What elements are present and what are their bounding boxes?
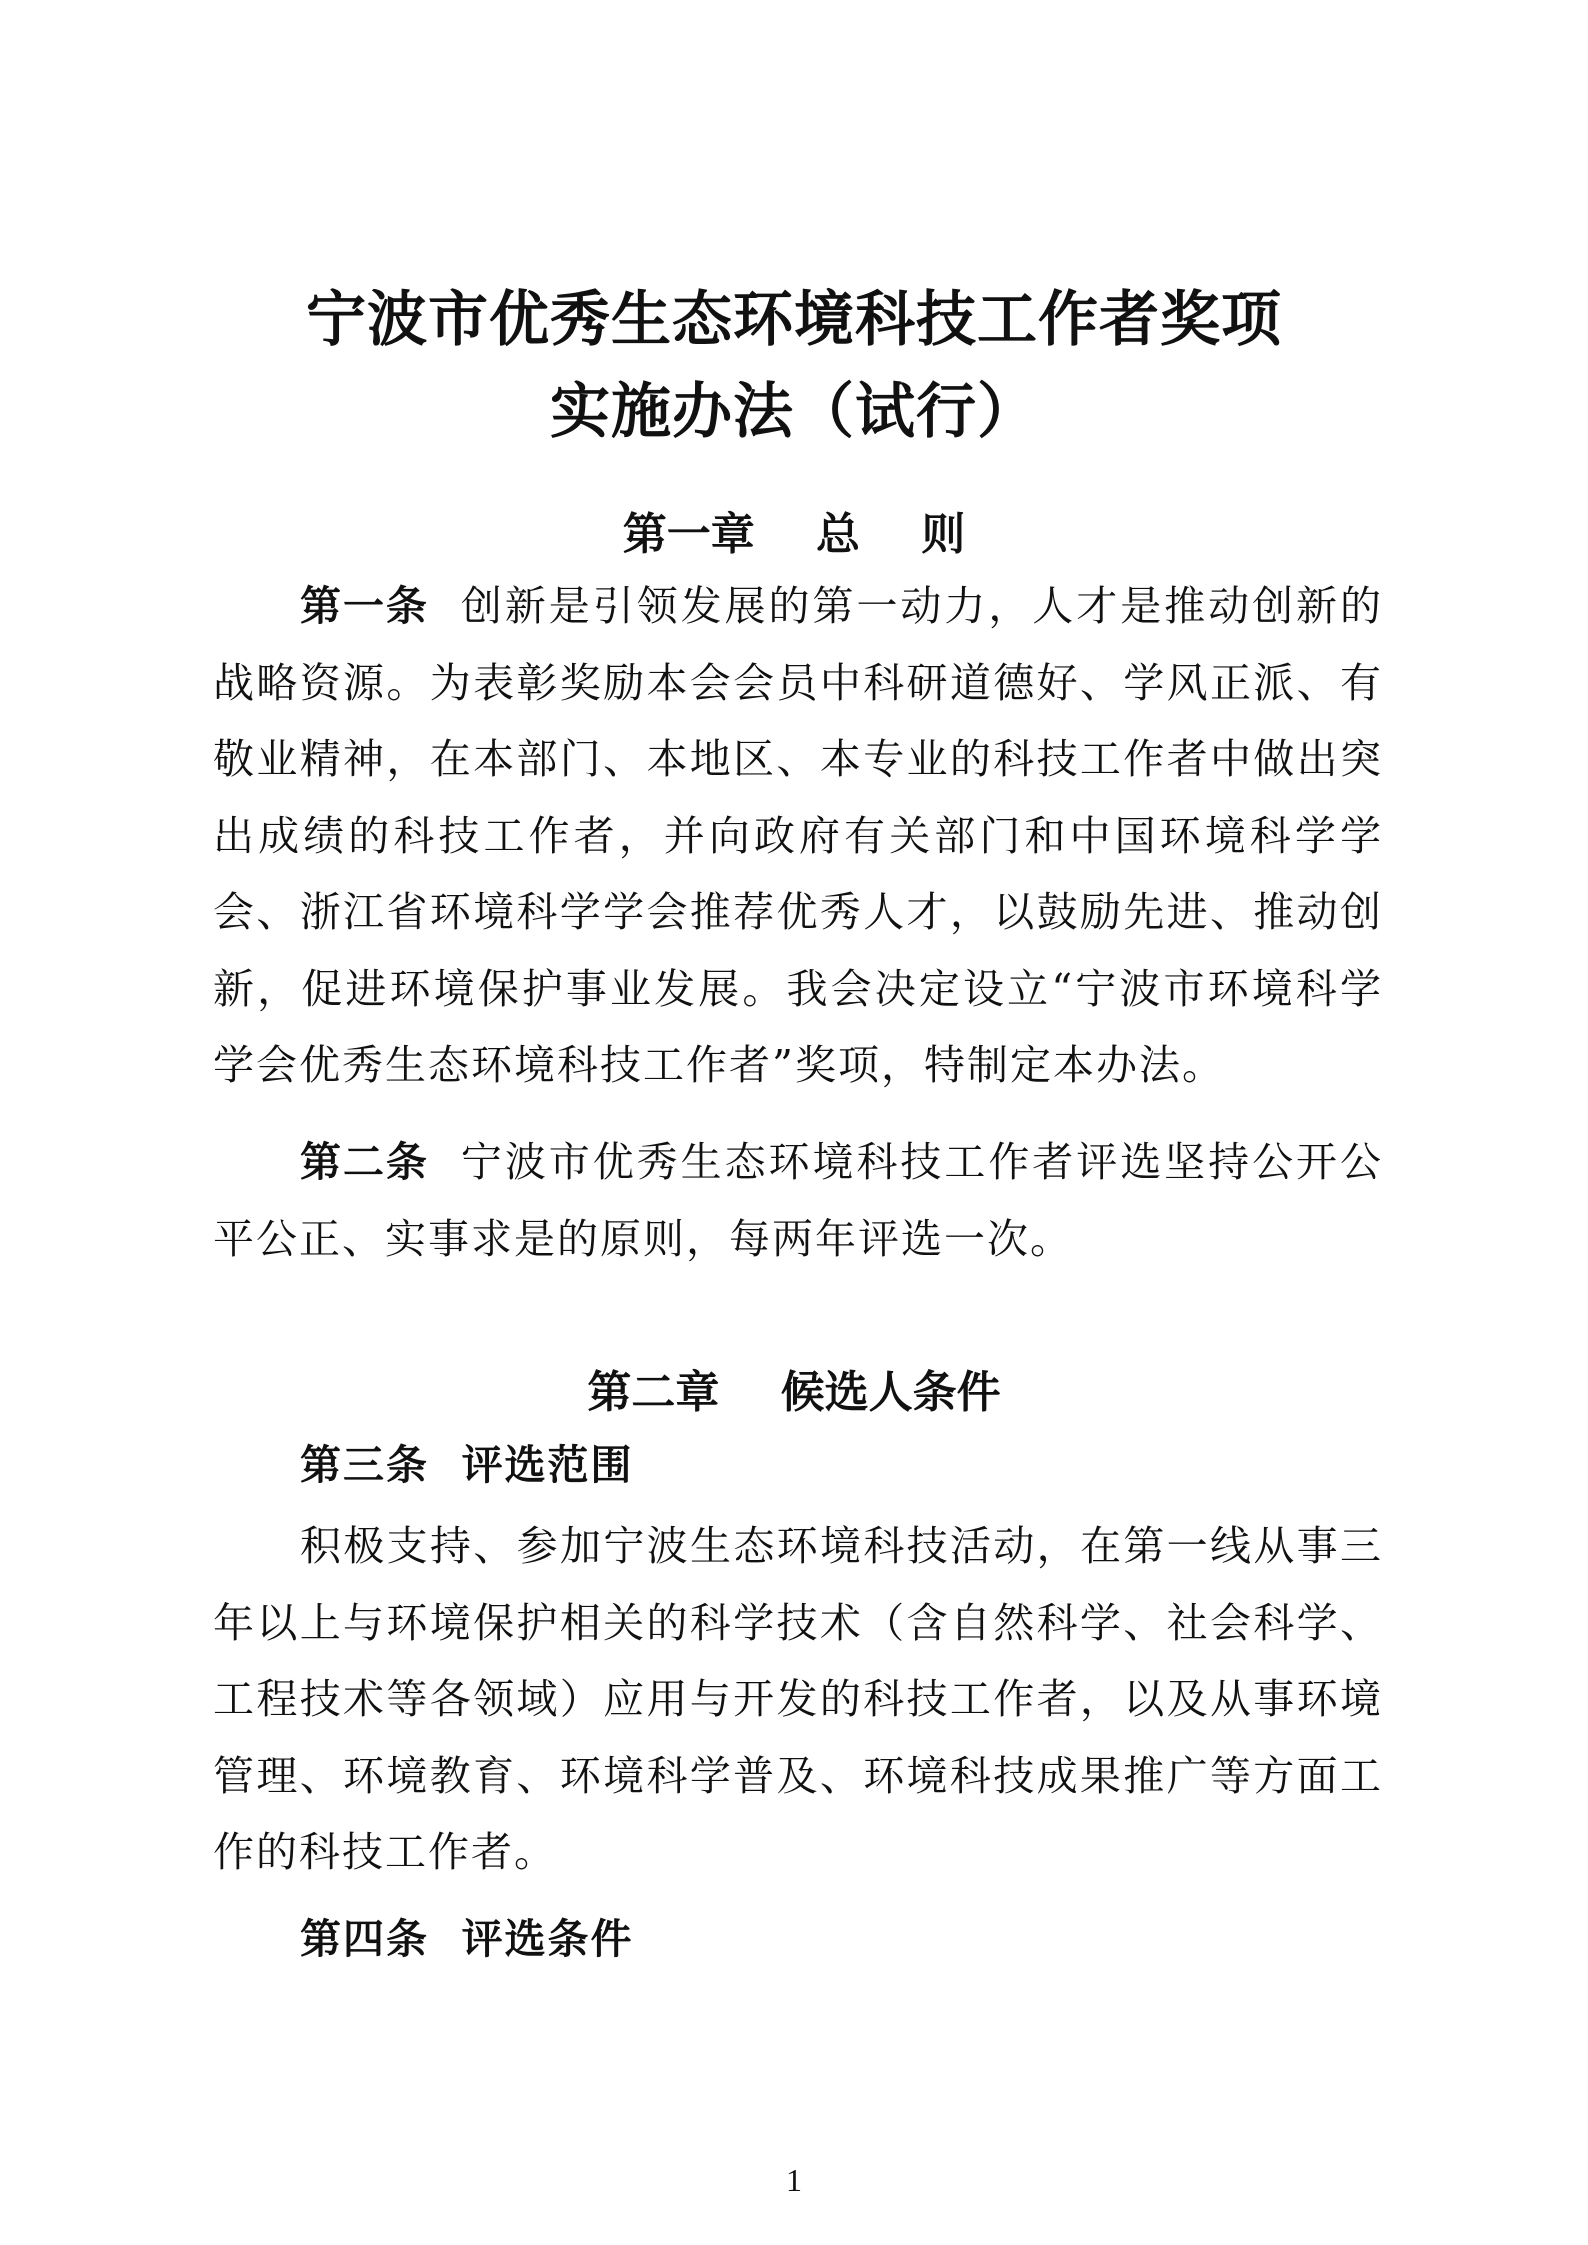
article-2-text: 宁波市优秀生态环境科技工作者评选坚持公开公平公正、实事求是的原则，每两年评选一次。 (213, 1138, 1383, 1263)
article-1-label: 第一条 (300, 582, 429, 630)
chapter-1-heading: 第一章 总 则 (622, 509, 966, 560)
article-3-label: 第三条 (300, 1441, 429, 1489)
document-title-line-2: 实施办法（试行） (550, 377, 1038, 447)
article-2-label: 第二条 (300, 1138, 429, 1186)
article-1-paragraph (213, 568, 1383, 1104)
article-3-text: 积极支持、参加宁波生态环境科技活动，在第一线从事三年以上与环境保护相关的科学技术（含自然科学、社会科学、工程技术等各领域）应用与开发的科技工作者，以及从事环境管理、环境教育、环境科学普及、环境科技成果推广等方面工作的科技工作者。 (213, 1522, 1383, 1876)
article-4-heading (300, 1906, 634, 1965)
article-1-text: 创新是引领发展的第一动力，人才是推动创新的战略资源。为表彰奖励本会会员中科研道德好、学风正派、有敬业精神，在本部门、本地区、本专业的科技工作者中做出突出成绩的科技工作者，并向政府有关部门和中国环境科学学会、浙江省环境科学学会推荐优秀人才，以鼓励先进、推动创新，促进环境保护事业发展。我会决定设立“宁波市环境科学学会优秀生态环境科技工作者”奖项，特制定本办法。 (213, 582, 1383, 1089)
page-number: 1 (786, 2162, 802, 2198)
article-4-title: 评选条件 (461, 1915, 634, 1963)
document-title-line-1: 宁波市优秀生态环境科技工作者奖项 (306, 285, 1282, 355)
article-3-title: 评选范围 (461, 1441, 634, 1489)
article-4-label: 第四条 (300, 1915, 429, 1963)
chapter-2-heading: 第二章 候选人条件 (587, 1367, 1001, 1418)
article-3-heading (300, 1432, 634, 1491)
article-2-paragraph (213, 1124, 1383, 1277)
